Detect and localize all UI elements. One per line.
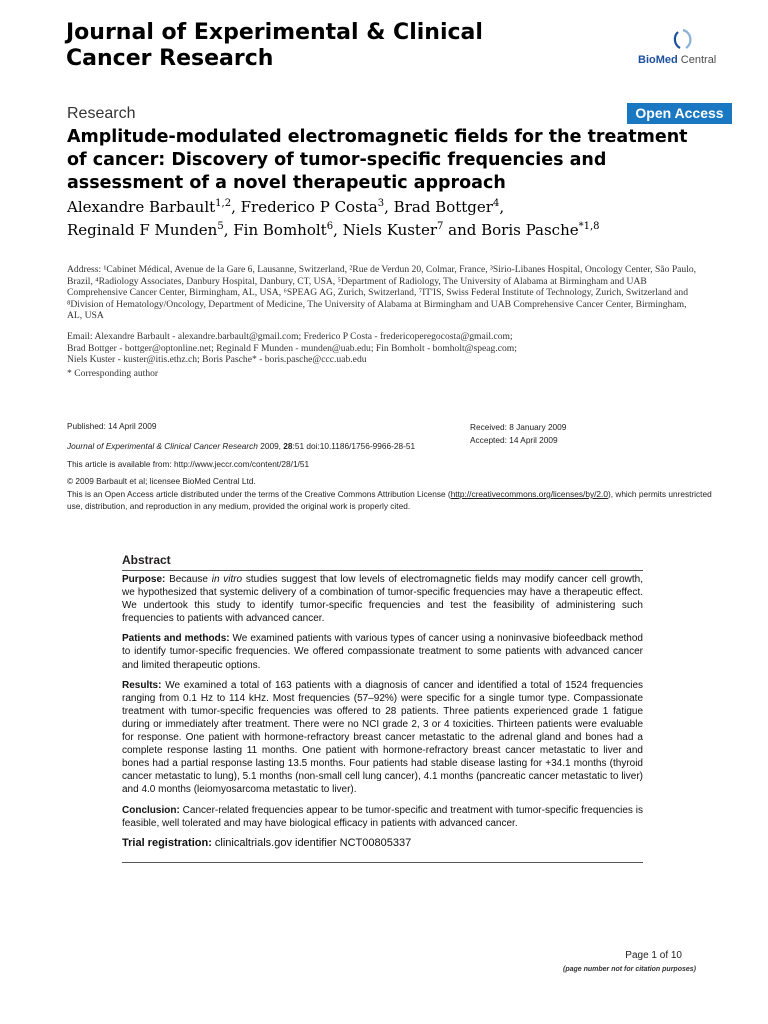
purpose-text: Because [165, 574, 212, 585]
citation-journal: Journal of Experimental & Clinical Cancer Research [67, 441, 258, 451]
abstract-purpose [122, 573, 643, 625]
abstract-conclusion [122, 804, 643, 830]
author-list [67, 196, 717, 242]
conclusion-text: Cancer-related frequencies appear to be tumor-specific and treatment with tumor-specific frequencies is feasible, well tolerated and may have biological efficacy in patients with advanced cancer. [122, 804, 643, 829]
author-name: Fin Bomholt [233, 221, 327, 239]
license-notice [67, 488, 717, 512]
methods-label: Patients and methods: [122, 633, 230, 645]
author-affiliation: *1,8 [578, 221, 600, 232]
trial-text: clinicaltrials.gov identifier NCT00805337 [211, 836, 412, 849]
corresponding-author-note: * Corresponding author [67, 368, 159, 379]
author-name: Frederico P Costa [240, 198, 378, 216]
published-date: Published: 14 April 2009 [67, 421, 157, 431]
license-text-post: ), which permits unrestricted use, distribution, and reproduction in any medium, provided the original work is properly cited. [67, 489, 712, 511]
abstract-heading: Abstract [122, 553, 643, 571]
author-affiliation: 4 [492, 198, 500, 209]
author-name: Niels Kuster [342, 221, 437, 239]
license-text-pre: This is an Open Access article distributed under the terms of the Creative Commons Attribution License ( [67, 489, 451, 499]
article-url[interactable]: This article is available from: http://www.jeccr.com/content/28/1/51 [67, 459, 310, 469]
abstract-results [122, 679, 643, 797]
biomed-swirl-icon [636, 26, 736, 56]
article-title: Amplitude-modulated electromagnetic fields for the treatment of cancer: Discovery of tumor-specific frequencies and assessment of a novel therapeutic approach [67, 127, 688, 193]
author-name: Boris Pasche [481, 221, 579, 239]
purpose-label: Purpose: [122, 574, 166, 585]
abstract-divider [122, 862, 643, 863]
abstract-section [122, 553, 643, 863]
author-separator: , [384, 198, 394, 216]
conclusion-label: Conclusion: [122, 804, 180, 816]
email-line: Brad Bottger - bottger@optonline.net; Reginald F Munden - munden@uab.edu; Fin Bomholt - bomholt@speag.com; [67, 342, 517, 354]
logo-central-text: Central [677, 54, 717, 66]
author-affiliation: 7 [437, 221, 444, 232]
journal-title-line1: Journal of Experimental & Clinical [66, 20, 483, 45]
author-name: Brad Bottger [393, 198, 493, 216]
author-name: Reginald F Munden [67, 221, 218, 239]
email-line: Email: Alexandre Barbault - alexandre.barbault@gmail.com; Frederico P Costa - fredericoperegocosta@gmail.com; [67, 331, 513, 342]
trial-label: Trial registration: [122, 836, 212, 849]
received-date: Received: 8 January 2009 [470, 422, 567, 432]
biomed-central-logo [636, 26, 736, 72]
author-separator: , [333, 221, 343, 239]
page-number-note: (page number not for citation purposes) [562, 966, 696, 973]
author-separator: , [499, 198, 505, 216]
email-line: Niels Kuster - kuster@itis.ethz.ch; Boris Pasche* - boris.pasche@ccc.uab.edu [67, 354, 367, 366]
author-affiliation: 5 [217, 221, 224, 232]
author-separator: and [443, 221, 482, 239]
citation-volume: 28 [283, 441, 293, 451]
purpose-italic: in vitro [211, 574, 243, 585]
copyright-notice: © 2009 Barbault et al; licensee BioMed Central Ltd. [67, 476, 256, 486]
author-separator: , [231, 198, 241, 216]
citation-year: 2009, [257, 441, 284, 451]
author-affiliation: 3 [377, 198, 385, 209]
abstract-trial-registration [122, 837, 643, 850]
citation-line [67, 441, 415, 451]
author-addresses: Address: ¹Cabinet Médical, Avenue de la Gare 6, Lausanne, Switzerland, ²Rue de Verdun 20, Colmar, France, ³Sirio-Libanes Hospital, Oncology Center, São Paulo, Brazil, ⁴Radiology Associates, Danbury Hospital, Danbury, CT, USA, ⁵Department of Radiology, The University of Alabama at Birmingham and UAB Comprehensive Cancer Center, Birmingham, AL, USA, ⁶SPEAG AG, Zurich, Switzerland, ⁷IT'IS, Swiss Federal Institute of Technology, Zurich, Switzerland and ⁸Division of Hematology/Oncology, Department of Medicine, The University of Alabama at Birmingham and UAB Comprehensive Cancer Center, Birmingham, AL, USA [67, 264, 697, 322]
journal-title-line2: Cancer Research [66, 46, 274, 71]
author-name: Alexandre Barbault [67, 198, 216, 216]
results-label: Results: [122, 679, 162, 691]
author-affiliation: 1,2 [215, 198, 232, 209]
accepted-date: Accepted: 14 April 2009 [470, 434, 558, 445]
author-emails [67, 331, 703, 366]
purpose-text: studies suggest that low levels of electromagnetic fields may modify cancer cell growth, we hypothesized that systemic delivery of a combination of tumor-specific frequencies may have a therapeutic effect. We undertook this study to identify tumor-specific frequencies and test the feasibility of administering such frequencies to patients with advanced cancer. [122, 574, 643, 625]
methods-text: We examined patients with various types of cancer using a noninvasive biofeedback method to identify tumor-specific frequencies. We offered compassionate treatment to some patients with advanced cancer and limited therapeutic options. [122, 633, 643, 671]
author-affiliation: 6 [326, 221, 334, 232]
article-type-label: Research [67, 105, 136, 122]
results-text: We examined a total of 163 patients with a diagnosis of cancer and identified a total of 1524 frequencies ranging from 0.1 Hz to 114 kHz. Most frequencies (57–92%) were specific for a single tumor type. Compassionate treatment with tumor-specific frequencies was offered to 28 patients. Three patients experienced grade 1 fatigue during or immediately after treatment. There were no NCI grade 2, 3 or 4 toxicities. Thirteen patients were evaluable for response. One patient with hormone-refractory breast cancer metastatic to the adrenal gland and bones had a complete response lasting 11 months. One patient with hormone-refractory breast cancer metastatic to liver and bones had a partial response lasting 13.5 months. Four patients had stable disease lasting for +34.1 months (thyroid cancer metastatic to lung), 5.1 months (non-small cell lung cancer), 4.1 months (pancreatic cancer metastatic to liver) and 4.0 months (leiomyosarcoma metastatic to liver). [122, 679, 643, 796]
open-access-badge: Open Access [627, 103, 732, 124]
page-number: Page 1 of 10 [625, 950, 682, 961]
citation-doi: :51 doi:10.1186/1756-9966-28-51 [292, 441, 416, 451]
abstract-methods [122, 632, 643, 671]
dates-block [470, 421, 566, 446]
license-link[interactable]: http://creativecommons.org/licenses/by/2.0 [450, 489, 608, 499]
logo-bio-text: BioMed [638, 54, 678, 66]
author-separator: , [223, 221, 234, 239]
journal-title [66, 20, 586, 72]
